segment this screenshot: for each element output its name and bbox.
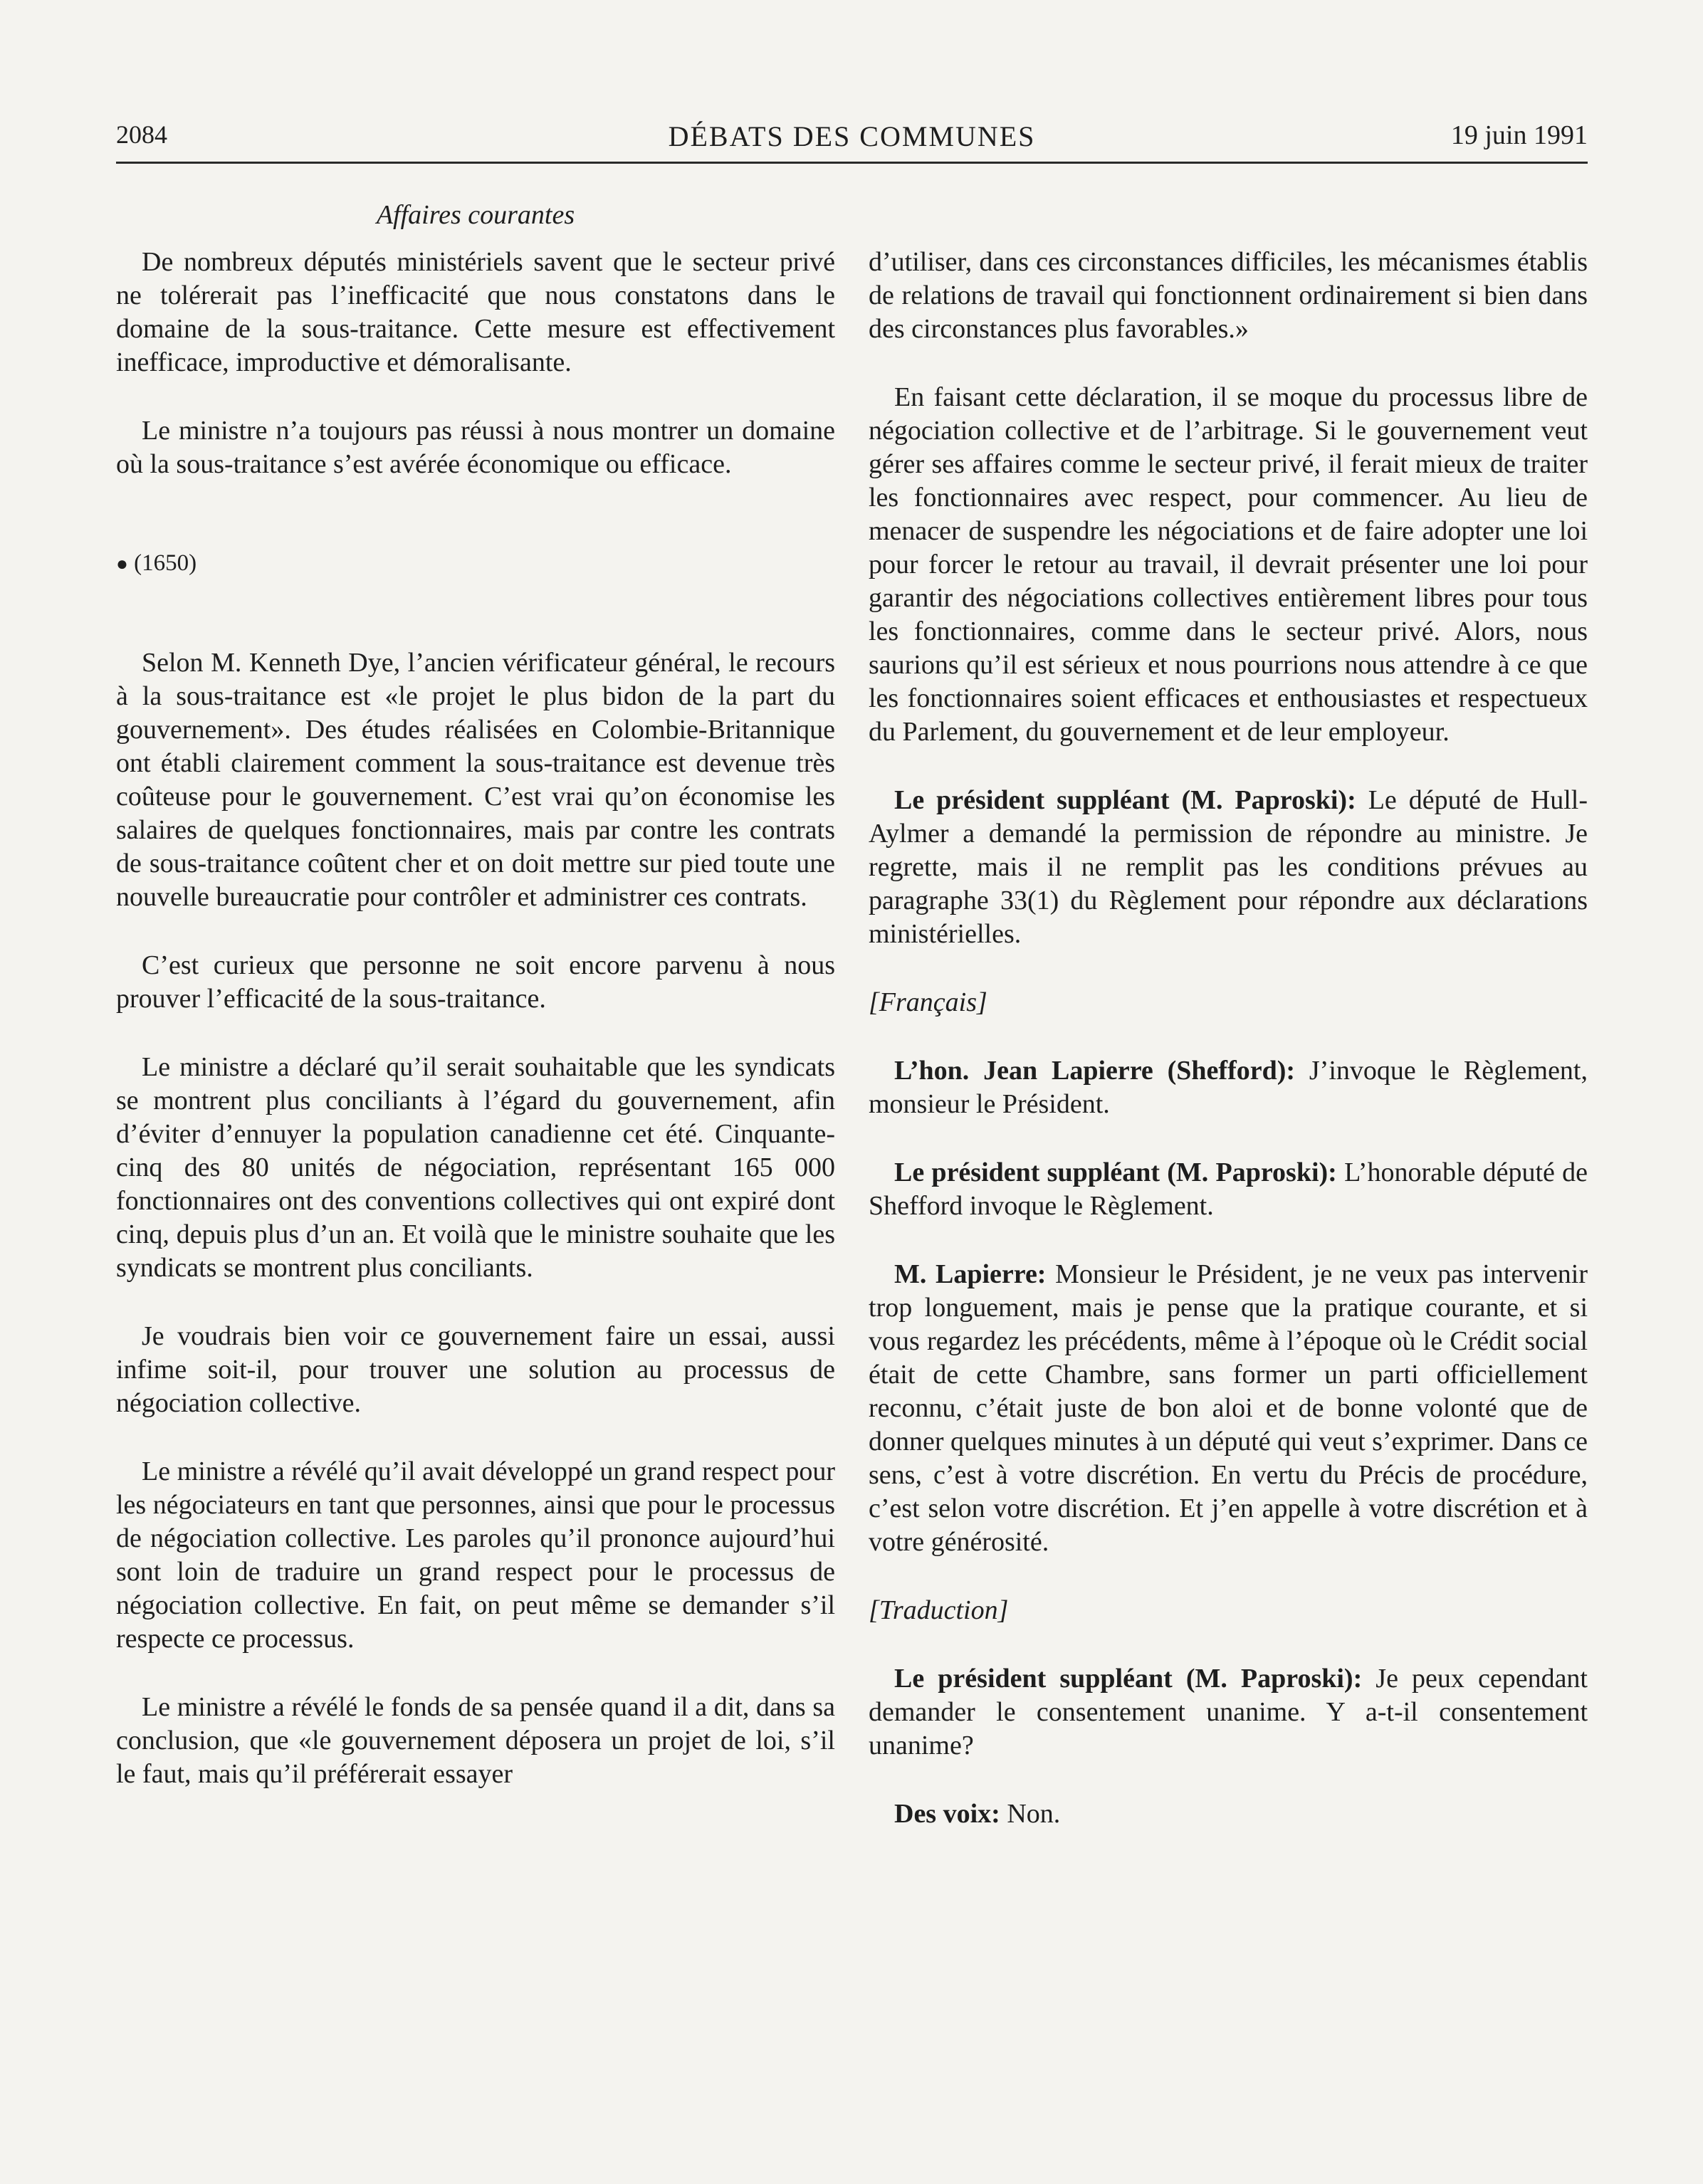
speaker-name: Le président suppléant (M. Paproski):: [894, 1157, 1337, 1187]
section-heading: Affaires courantes: [376, 200, 575, 230]
paragraph: En faisant cette déclaration, il se moque du processus libre de négociation collective et de l’arbitrage. Si le gouvernement veut gérer ses affaires comme le secteur privé, il ferait mieux de traiter les fonctionnaires avec respect, pour commencer. Au lieu de menacer de suspendre les négociations et de faire adopter une loi pour forcer le retour au travail, il devrait présenter une loi pour garantir des négociations collectives entièrement libres pour tous les fonctionnaires, comme dans le secteur privé. Alors, nous saurions qu’il est sérieux et nous pourrions nous attendre à ce que les fonctionnaires soient efficaces et enthousiastes et respectueux du Parlement, du gouvernement et de leur employeur.: [869, 382, 1588, 747]
paragraph: C’est curieux que personne ne soit encore parvenu à nous prouver l’efficacité de la sous-traitance.: [116, 950, 835, 1014]
speech: [869, 784, 1588, 951]
paragraph: Je voudrais bien voir ce gouvernement faire un essai, aussi infime soit-il, pour trouver une solution au processus de négociation collective.: [116, 1321, 835, 1418]
time-marker-label: (1650): [134, 550, 197, 576]
speech: [869, 1156, 1588, 1223]
speech-text: Non.: [1000, 1799, 1061, 1829]
language-tag: [Traduction]: [869, 1595, 1009, 1625]
speaker-name: Le président suppléant (M. Paproski):: [894, 1664, 1363, 1694]
speaker-name: Le président suppléant (M. Paproski):: [894, 785, 1356, 815]
speech: [869, 1662, 1588, 1763]
speaker-name: Des voix:: [894, 1799, 1000, 1829]
publication-title: DÉBATS DES COMMUNES: [668, 120, 1036, 152]
paragraph: Le ministre n’a toujours pas réussi à nous montrer un domaine où la sous-traitance s’est avérée économique ou efficace.: [116, 416, 835, 479]
speech-text: Je peux cependant demander le consentement unanime. Y a-t-il consentement unanime?: [869, 1664, 1588, 1760]
publication-date: 19 juin 1991: [1450, 120, 1588, 150]
paragraph: Le ministre a révélé le fonds de sa pensée quand il a dit, dans sa conclusion, que «le gouvernement déposera un projet de loi, s’il le faut, mais qu’il préférerait essayer: [116, 1692, 835, 1789]
speech-text: J’invoque le Règlement, monsieur le Président.: [869, 1056, 1588, 1119]
speech-text: L’honorable député de Shefford invoque le Règlement.: [869, 1157, 1588, 1221]
bullet-icon: ●: [116, 553, 128, 575]
speech: [869, 1258, 1588, 1559]
header-rule: [116, 162, 1588, 164]
speech: [869, 1797, 1588, 1831]
language-tag: [Français]: [869, 987, 987, 1017]
right-column: [869, 246, 1588, 1866]
speaker-name: L’hon. Jean Lapierre (Shefford):: [894, 1056, 1296, 1086]
speaker-name: M. Lapierre:: [894, 1259, 1047, 1289]
page-number: 2084: [116, 120, 167, 149]
page-header: [116, 120, 1588, 162]
paragraph: Selon M. Kenneth Dye, l’ancien vérificateur général, le recours à la sous-traitance est «le projet le plus bidon de la part du gouvernement». Des études réalisées en Colombie-Britannique ont établi clairement comment la sous-traitance est devenue très coûteuse pour le gouvernement. C’est vrai qu’on économise les salaires de quelques fonctionnaires, mais par contre les contrats de sous-traitance coûtent cher et on doit mettre sur pied toute une nouvelle bureaucratie pour contrôler et administrer ces contrats.: [116, 648, 835, 912]
speech-text: Le député de Hull-Aylmer a demandé la permission de répondre au ministre. Je regrette, mais il ne remplit pas les conditions prévues au paragraphe 33(1) du Règlement pour répondre aux déclarations ministérielles.: [869, 785, 1588, 949]
speech-text: Monsieur le Président, je ne veux pas intervenir trop longuement, mais je pense que la pratique courante, et si vous regardez les précédents, même à l’époque où le Crédit social était de cette Chambre, sans former un parti officiellement reconnu, c’était juste de bon aloi et de bonne volonté que de donner quelques minutes à un député qui veut s’exprimer. Dans ce sens, c’est à votre discrétion. En vertu du Précis de procédure, c’est selon votre discrétion. Et j’en appelle à votre discrétion et à votre générosité.: [869, 1259, 1588, 1557]
paragraph: Le ministre a déclaré qu’il serait souhaitable que les syndicats se montrent plus conciliants à l’égard du gouvernement, afin d’éviter d’ennuyer la population canadienne cet été. Cinquante-cinq des 80 unités de négociation, représentant 165 000 fonctionnaires ont des conventions collectives qui ont expiré dont cinq, depuis plus d’un an. Et voilà que le ministre souhaite que les syndicats se montrent plus conciliants.: [116, 1052, 835, 1283]
paragraph: Le ministre a révélé qu’il avait développé un grand respect pour les négociateurs en tant que personnes, ainsi que pour le processus de négociation collective. Les paroles qu’il prononce aujourd’hui sont loin de traduire un grand respect pour le processus de négociation collective. En fait, on peut même se demander s’il respecte ce processus.: [116, 1456, 835, 1654]
paragraph: d’utiliser, dans ces circonstances difficiles, les mécanismes établis de relations de travail qui fonctionnent ordinairement si bien dans des circonstances plus favorables.»: [869, 247, 1588, 344]
time-marker: [116, 547, 835, 581]
paragraph: De nombreux députés ministériels savent que le secteur privé ne tolérerait pas l’inefficacité que nous constatons dans le domaine de la sous-traitance. Cette mesure est effectivement inefficace, improductive et démoralisante.: [116, 247, 835, 377]
left-column: [116, 246, 835, 1826]
speech: [869, 1054, 1588, 1121]
